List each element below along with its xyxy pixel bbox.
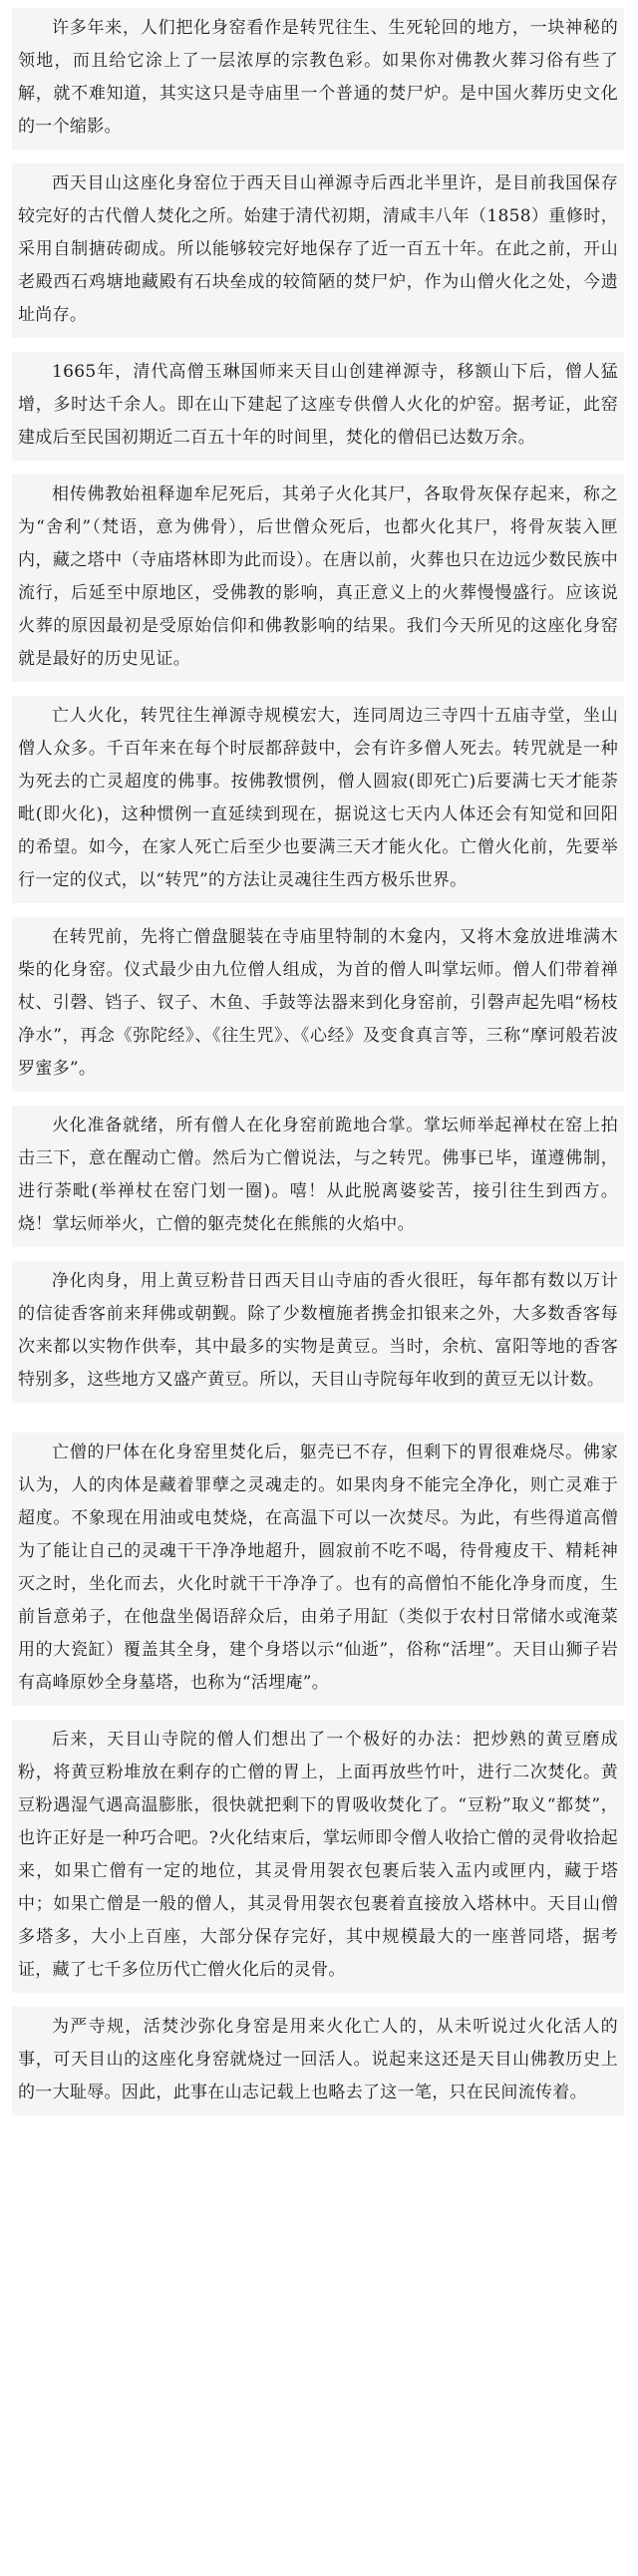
paragraph: 亡僧的尸体在化身窑里焚化后，躯壳已不存，但剩下的胃很难烧尽。佛家认为，人的肉体是藏着罪孽之灵魂走的。如果肉身不能完全净化，则亡灵难于超度。不象现在用油或电焚烧，在高温下可以一次焚尽。为此，有些得道高僧为了能让自己的灵魂干干净净地超升，圆寂前不吃不喝，待骨瘦皮干、精耗神灭之时，坐化而去，火化时就干干净净了。也有的高僧怕不能化净身而度，生前旨意弟子，在他盘坐偈语辞众后，由弟子用缸（类似于农村日常储水或淹菜用的大瓷缸）覆盖其全身，建个身塔以示“仙逝”，俗称“活埋”。天目山狮子岩有高峰原妙全身墓塔，也称为“活埋庵”。: [18, 1443, 618, 1693]
paragraph: 西天目山这座化身窑位于西天目山禅源寺后西北半里许，是目前我国保存较完好的古代僧人焚化之所。始建于清代初期，清咸丰八年（1858）重修时，采用自制搪砖砌成。所以能够较完好地保存了近一百五十年。在此之前，开山老殿西石鸡塘地藏殿有石块垒成的较简陋的焚尸炉，作为山僧火化之处，今遗址尚存。: [18, 173, 618, 325]
paragraph-block: [12, 8, 624, 150]
paragraph: 亡人火化，转咒往生禅源寺规模宏大，连同周边三寺四十五庙寺堂，坐山僧人众多。千百年来在每个时辰都辞鼓中，会有许多僧人死去。转咒就是一种为死去的亡灵超度的佛事。按佛教惯例，僧人圆寂(即死亡)后要满七天才能荼毗(即火化)，这种惯例一直延续到现在，据说这七天内人体还会有知觉和回阳的希望。如今，在家人死亡后至少也要满三天才能火化。亡僧火化前，先要举行一定的仪式，以“转咒”的方法让灵魂往生西方极乐世界。: [18, 706, 618, 890]
paragraph: 净化肉身，用上黄豆粉昔日西天目山寺庙的香火很旺，每年都有数以万计的信徒香客前来拜佛或朝觐。除了少数檀施者携金扣银来之外，大多数香客每次来都以实物作供奉，其中最多的实物是黄豆。当时，余杭、富阳等地的香客特别多，这些地方又盛产黄豆。所以，天目山寺院每年收到的黄豆无以计数。: [18, 1271, 618, 1390]
paragraph: 后来，天目山寺院的僧人们想出了一个极好的办法：把炒熟的黄豆磨成粉，将黄豆粉堆放在剩存的亡僧的胃上，上面再放些竹叶，进行二次焚化。黄豆粉遇湿气遇高温膨胀，很快就把剩下的胃吸收焚化了。“豆粉”取义“都焚”，也许正好是一种巧合吧。?火化结束后，掌坛师即令僧人收拾亡僧的灵骨收拾起来，如果亡僧有一定的地位，其灵骨用袈衣包裹后装入盂内或匣内，藏于塔中；如果亡僧是一般的僧人，其灵骨用袈衣包裹着直接放入塔林中。天目山僧多塔多，大小上百座，大部分保存完好，其中规模最大的一座普同塔，据考证，藏了七千多位历代亡僧火化后的灵骨。: [18, 1730, 618, 1980]
paragraph: 火化准备就绪，所有僧人在化身窑前跪地合掌。掌坛师举起禅杖在窑上拍击三下，意在醒动亡僧。然后为亡僧说法，与之转咒。佛事已毕，谨遵佛制，进行荼毗(举禅杖在窑门划一圈)。嘻！从此脱离婆娑苦，接引往生到西方。烧！掌坛师举火，亡僧的躯壳焚化在熊熊的火焰中。: [18, 1116, 618, 1234]
paragraph: 在转咒前，先将亡僧盘腿装在寺庙里特制的木龛内，又将木龛放进堆满木柴的化身窑。仪式最少由九位僧人组成，为首的僧人叫掌坛师。僧人们带着禅杖、引磬、铛子、钗子、木鱼、手鼓等法器来到化身窑前，引磬声起先唱“杨枝净水”，再念《弥陀经》、《往生咒》、《心经》及变食真言等，三称“摩诃般若波罗蜜多”。: [18, 927, 618, 1079]
paragraph-block: [12, 917, 624, 1092]
paragraph-block: [12, 1106, 624, 1247]
paragraph-block: [12, 1433, 624, 1706]
paragraph-block: [12, 696, 624, 903]
paragraph: 1665年，清代高僧玉琳国师来天目山创建禅源寺，移额山下后，僧人猛增，多时达千余人。即在山下建起了这座专供僧人火化的炉窑。据考证，此窑建成后至民国初期近二百五十年的时间里，焚化的僧侣已达数万余。: [18, 362, 618, 448]
paragraph: 相传佛教始祖释迦牟尼死后，其弟子火化其尸，各取骨灰保存起来，称之为“舍利”（梵语，意为佛骨），后世僧众死后，也都火化其尸，将骨灰装入匣内，藏之塔中（寺庙塔林即为此而设）。在唐以前，火葬也只在边远少数民族中流行，后延至中原地区，受佛教的影响，真正意义上的火葬慢慢盛行。应该说火葬的原因最初是受原始信仰和佛教影响的结果。我们今天所见的这座化身窑就是最好的历史见证。: [18, 484, 618, 669]
paragraph: 为严寺规，活焚沙弥化身窑是用来火化亡人的，从未听说过火化活人的事，可天目山的这座化身窑就烧过一回活人。说起来这还是天目山佛教历史上的一大耻辱。因此，此事在山志记载上也略去了这一笔，只在民间流传着。: [18, 2017, 618, 2102]
paragraph-block: [12, 352, 624, 461]
paragraph: 许多年来，人们把化身窑看作是转咒往生、生死轮回的地方，一块神秘的领地，而且给它涂上了一层浓厚的宗教色彩。如果你对佛教火葬习俗有些了解，就不难知道，其实这只是寺庙里一个普通的焚尸炉。是中国火葬历史文化的一个缩影。: [18, 18, 618, 137]
paragraph-block: [12, 1261, 624, 1403]
paragraph-block: [12, 475, 624, 682]
paragraph-block: [12, 163, 624, 338]
paragraph-block: [12, 2007, 624, 2115]
paragraph-block: [12, 1720, 624, 1993]
